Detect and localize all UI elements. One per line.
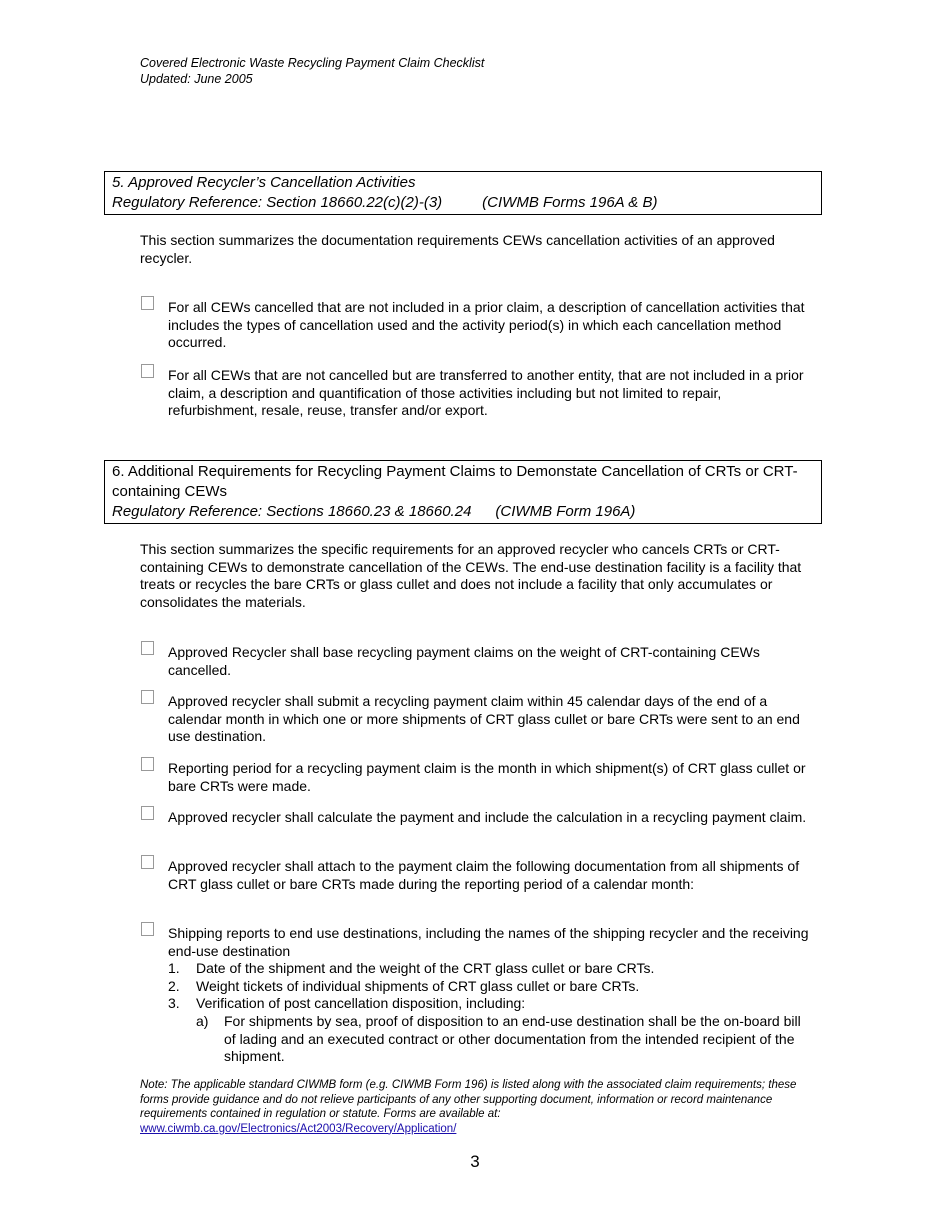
checklist-item-shipping xyxy=(168,925,813,1066)
checkbox[interactable] xyxy=(141,855,154,869)
sublist-number: 3. xyxy=(168,995,180,1012)
sub-sublist-letter: a) xyxy=(196,1012,209,1029)
checklist-item: Approved Recycler shall base recycling payment claims on the weight of CRT-containing CEWs cancelled. xyxy=(168,644,760,678)
section-5-intro: This section summarizes the documentation requirements CEWs cancellation activities of an approved recycler. xyxy=(140,232,775,266)
sub-sublist-text: For shipments by sea, proof of disposition to an end-use destination shall be the on-board bill of lading and an executed contract or other documentation from the intended recipient of the shipment. xyxy=(224,1012,801,1065)
sublist-text: Weight tickets of individual shipments of CRT glass cullet or bare CRTs. xyxy=(196,977,640,994)
checkbox[interactable] xyxy=(141,364,154,378)
sublist-item xyxy=(168,960,813,978)
checkbox[interactable] xyxy=(141,922,154,936)
footnote xyxy=(140,1078,812,1136)
sublist-number: 2. xyxy=(168,977,180,994)
sublist-text: Date of the shipment and the weight of the CRT glass cullet or bare CRTs. xyxy=(196,960,655,977)
updated-date: Updated: June 2005 xyxy=(140,72,253,86)
section-6-forms: (CIWMB Form 196A) xyxy=(495,503,636,520)
sublist-item xyxy=(168,978,813,996)
checklist-item-text: Shipping reports to end use destinations, including the names of the shipping recycler and the receiving end-use destination xyxy=(168,925,809,959)
section-6-intro: This section summarizes the specific requirements for an approved recycler who cancels CRTs or CRT-containing CEWs to demonstrate cancellation of the CEWs. The end-use destination facility is a facility that treats or recycles the bare CRTs or glass cullet and does not include a facility that only accumulates or consolidates the materials. xyxy=(140,541,802,610)
checklist-item: For all CEWs that are not cancelled but are transferred to another entity, that are not included in a prior claim, a description and quantification of those activities including but not limited to repair, refurbishment, resale, reuse, transfer and/or export. xyxy=(168,367,804,419)
document-title: Covered Electronic Waste Recycling Payment Claim Checklist xyxy=(140,56,485,70)
checklist-item: Approved recycler shall submit a recycling payment claim within 45 calendar days of the end of a calendar month in which one or more shipments of CRT glass cullet or bare CRTs were sent to an end use destination. xyxy=(168,693,800,745)
section-6-title: 6. Additional Requirements for Recycling Payment Claims to Demonstate Cancellation of CRTs or CRT-containing CEWs xyxy=(112,463,798,500)
section-6-header-box xyxy=(104,460,822,524)
checkbox[interactable] xyxy=(141,757,154,771)
section-5-reference: Regulatory Reference: Section 18660.22(c)(2)-(3) xyxy=(112,194,443,211)
section-6-reference: Regulatory Reference: Sections 18660.23 & 18660.24 xyxy=(112,503,472,520)
sub-sublist-item xyxy=(168,1013,813,1066)
checklist-item: Reporting period for a recycling payment claim is the month in which shipment(s) of CRT glass cullet or bare CRTs were made. xyxy=(168,760,806,794)
sublist-number: 1. xyxy=(168,960,180,977)
checklist-item: Approved recycler shall calculate the payment and include the calculation in a recycling payment claim. xyxy=(168,809,807,825)
checklist-item: Approved recycler shall attach to the payment claim the following documentation from all shipments of CRT glass cullet or bare CRTs made during the reporting period of a calendar month: xyxy=(168,858,800,892)
section-5-title: 5. Approved Recycler’s Cancellation Activities xyxy=(112,174,416,191)
sublist-item xyxy=(168,995,813,1013)
footnote-text: Note: The applicable standard CIWMB form (e.g. CIWMB Form 196) is listed along with the associated claim requirements; these forms provide guidance and do not relieve participants of any other supporting document, information or record maintenance requirements contained in regulation or statute. Forms are available at: xyxy=(140,1079,797,1121)
checkbox[interactable] xyxy=(141,690,154,704)
checkbox[interactable] xyxy=(141,806,154,820)
forms-link[interactable]: www.ciwmb.ca.gov/Electronics/Act2003/Recovery/Application/ xyxy=(140,1122,457,1135)
shipping-sublist xyxy=(168,960,813,1066)
section-5-forms: (CIWMB Forms 196A & B) xyxy=(482,194,658,211)
sublist-text: Verification of post cancellation disposition, including: xyxy=(196,995,526,1012)
checkbox[interactable] xyxy=(141,296,154,310)
section-5-header-box xyxy=(104,171,822,215)
checkbox[interactable] xyxy=(141,641,154,655)
page-number: 3 xyxy=(470,1152,480,1171)
checklist-item: For all CEWs cancelled that are not included in a prior claim, a description of cancellation activities that includes the types of cancellation used and the activity period(s) in which each cancellation method occurred. xyxy=(168,299,805,351)
